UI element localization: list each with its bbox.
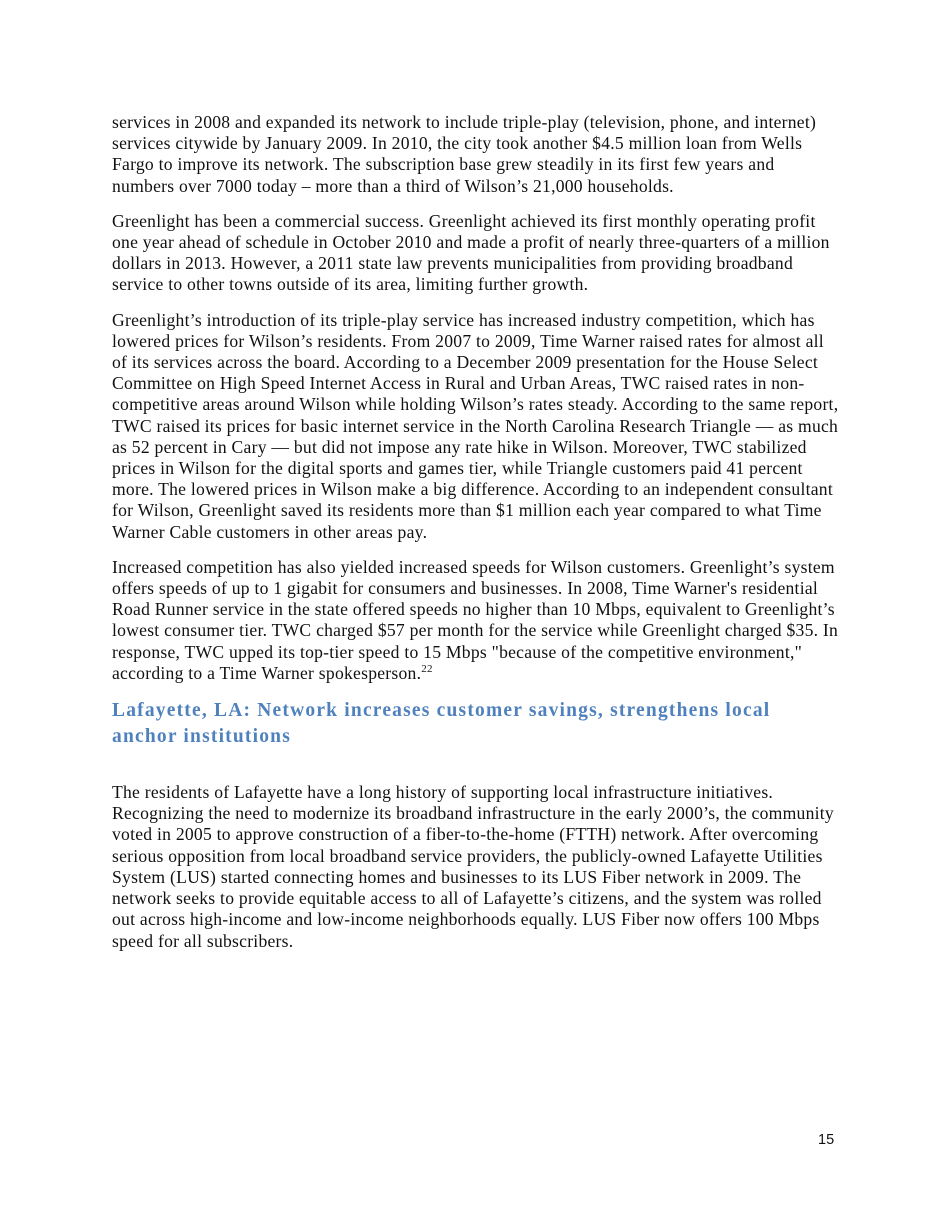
footnote-reference: 22: [421, 663, 433, 676]
paragraph-greenlight-history: services in 2008 and expanded its network to include triple-play (television, phone, and internet) services citywide by January 2009. In 2010, the city took another $4.5 million loan from Wells Fargo to improve its network. The subscription base grew steadily in its first few years and numbers over 7000 today – more than a third of Wilson’s 21,000 households.: [112, 112, 817, 196]
paragraph-greenlight-speeds: [112, 557, 840, 684]
paragraph-greenlight-success: Greenlight has been a commercial success. Greenlight achieved its first monthly operating profit one year ahead of schedule in October 2010 and made a profit of nearly three-quarters of a million dollars in 2013. However, a 2011 state law prevents municipalities from providing broadband service to other towns outside of its area, limiting further growth.: [112, 210, 830, 295]
paragraph-speeds-text: Increased competition has also yielded increased speeds for Wilson customers. Greenlight’s system offers speeds of up to 1 gigabit for consumers and businesses. In 2008, Time Warner's residential Road Runner service in the state offered speeds no higher than 10 Mbps, equivalent to Greenlight’s lowest consumer tier. TWC charged $57 per month for the service while Greenlight charged $35. In response, TWC upped its top-tier speed to 15 Mbps "because of the competitive environment," according to a Time Warner spokesperson.: [112, 556, 839, 683]
paragraph-greenlight-prices: Greenlight’s introduction of its triple-play service has increased industry competition, which has lowered prices for Wilson’s residents. From 2007 to 2009, Time Warner raised rates for almost all of its services across the board. According to a December 2009 presentation for the House Select Committee on High Speed Internet Access in Rural and Urban Areas, TWC raised rates in non-competitive areas around Wilson while holding Wilson’s rates steady. According to the same report, TWC raised its prices for basic internet service in the North Carolina Research Triangle — as much as 52 percent in Cary — but did not impose any rate hike in Wilson. Moreover, TWC stabilized prices in Wilson for the digital sports and games tier, while Triangle customers paid 41 percent more. The lowered prices in Wilson make a big difference. According to an independent consultant for Wilson, Greenlight saved its residents more than $1 million each year compared to what Time Warner Cable customers in other areas pay.: [112, 309, 839, 542]
document-page: [112, 112, 840, 966]
paragraph-lafayette: The residents of Lafayette have a long history of supporting local infrastructure initiatives. Recognizing the need to modernize its broadband infrastructure in the early 2000’s, the community voted in 2005 to approve construction of a fiber-to-the-home (FTTH) network. After overcoming serious opposition from local broadband service providers, the publicly-owned Lafayette Utilities System (LUS) started connecting homes and businesses to its LUS Fiber network in 2009. The network seeks to provide equitable access to all of Lafayette’s citizens, and the system was rolled out across high-income and low-income neighborhoods equally. LUS Fiber now offers 100 Mbps speed for all subscribers.: [112, 782, 834, 951]
section-heading-lafayette: Lafayette, LA: Network increases customer savings, strengthens local anchor institutions: [112, 700, 771, 748]
page-number: 15: [818, 1132, 835, 1148]
